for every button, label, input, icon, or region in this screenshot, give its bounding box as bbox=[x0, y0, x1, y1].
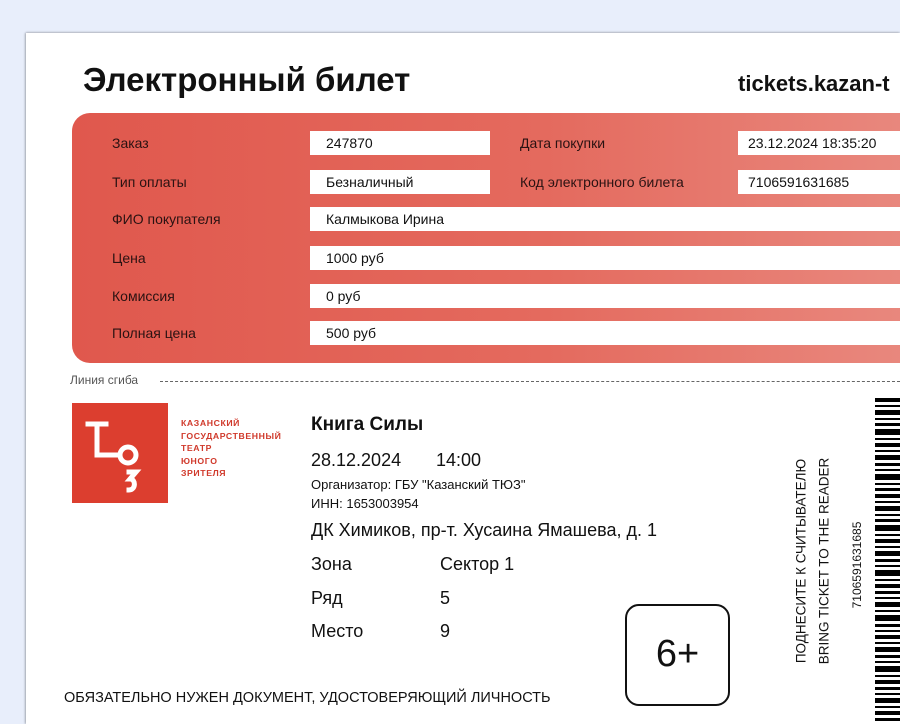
payment-type-label: Тип оплаты bbox=[112, 174, 187, 190]
order-value: 247870 bbox=[310, 131, 490, 155]
price-label: Цена bbox=[112, 250, 146, 266]
zone-label: Зона bbox=[311, 554, 352, 574]
eticket-code-label: Код электронного билета bbox=[520, 174, 684, 190]
reader-instruction-ru: ПОДНЕСИТЕ К СЧИТЫВАТЕЛЮ bbox=[793, 458, 809, 664]
commission-value: 0 руб bbox=[310, 284, 900, 308]
show-title: Книга Силы bbox=[311, 414, 424, 435]
event-time: 14:00 bbox=[436, 450, 482, 470]
id-required-note: ОБЯЗАТЕЛЬНО НУЖЕН ДОКУМЕНТ, УДОСТОВЕРЯЮЩИЙ ЛИЧНОСТЬ bbox=[64, 690, 551, 706]
fold-line bbox=[160, 381, 900, 382]
organizer: Организатор: ГБУ "Казанский ТЮЗ" bbox=[311, 477, 526, 492]
row-value: 5 bbox=[440, 588, 451, 608]
age-rating-badge: 6+ bbox=[625, 604, 730, 706]
price-value: 1000 руб bbox=[310, 246, 900, 270]
seat-value: 9 bbox=[440, 621, 451, 641]
purchase-date-value: 23.12.2024 18:35:20 bbox=[738, 131, 900, 155]
payment-type-value: Безналичный bbox=[310, 170, 490, 194]
event-date: 28.12.2024 bbox=[311, 450, 402, 470]
barcode-number: 7106591631685 bbox=[850, 521, 864, 609]
order-label: Заказ bbox=[112, 135, 149, 151]
eticket-code-value: 7106591631685 bbox=[738, 170, 900, 194]
site-domain: tickets.kazan-t bbox=[738, 71, 890, 96]
reader-instruction-en: BRING TICKET TO THE READER bbox=[816, 457, 832, 665]
total-value: 500 руб bbox=[310, 321, 900, 345]
buyer-label: ФИО покупателя bbox=[112, 211, 221, 227]
total-label: Полная цена bbox=[112, 325, 196, 341]
theatre-logo-text: КАЗАНСКИЙ ГОСУДАРСТВЕННЫЙ ТЕАТР ЮНОГО ЗРИТЕЛЯ bbox=[181, 418, 282, 479]
theatre-logo bbox=[72, 403, 168, 503]
purchase-date-label: Дата покупки bbox=[520, 135, 606, 151]
zone-value: Сектор 1 bbox=[440, 554, 515, 574]
venue-address: ДК Химиков, пр-т. Хусаина Ямашева, д. 1 bbox=[311, 520, 657, 540]
seat-label: Место bbox=[311, 621, 364, 641]
commission-label: Комиссия bbox=[112, 288, 175, 304]
inn: ИНН: 1653003954 bbox=[311, 496, 419, 511]
logo-mark-icon bbox=[72, 403, 168, 503]
ticket-sheet bbox=[26, 33, 900, 724]
barcode-icon bbox=[875, 398, 900, 724]
buyer-value: Калмыкова Ирина bbox=[310, 207, 900, 231]
row-label: Ряд bbox=[311, 588, 343, 608]
page-title: Электронный билет bbox=[83, 61, 411, 98]
order-details-panel bbox=[72, 113, 900, 363]
fold-line-label: Линия сгиба bbox=[70, 373, 139, 387]
